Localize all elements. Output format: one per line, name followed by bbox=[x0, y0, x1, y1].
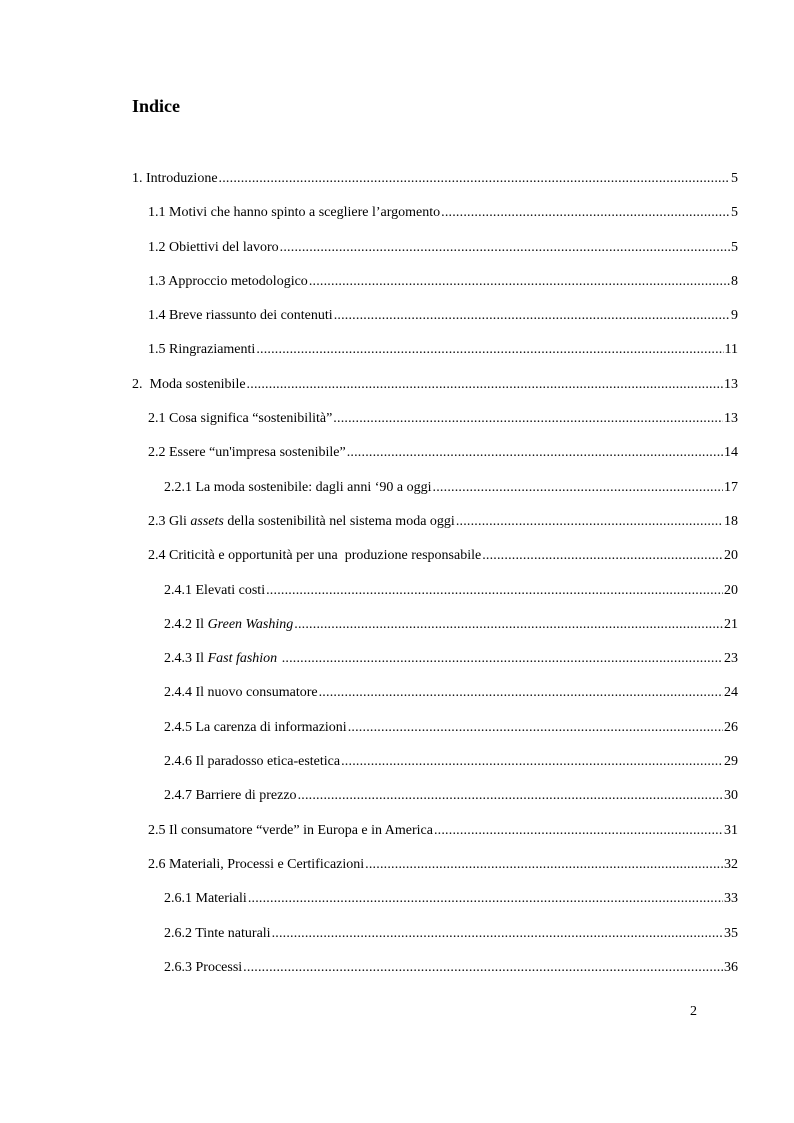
dot-leader bbox=[333, 408, 723, 430]
toc-entry[interactable] bbox=[132, 682, 738, 716]
toc-entry-page: 31 bbox=[724, 822, 738, 838]
toc-entry[interactable] bbox=[132, 888, 738, 922]
toc-entry[interactable] bbox=[132, 237, 738, 271]
dot-leader bbox=[433, 477, 723, 499]
dot-leader bbox=[441, 202, 730, 224]
toc-entry-label: 2.6.1 Materiali bbox=[164, 891, 247, 907]
toc-entry[interactable] bbox=[132, 477, 738, 511]
dot-leader bbox=[434, 820, 723, 842]
toc-entry-page: 9 bbox=[731, 308, 738, 324]
toc-entry[interactable] bbox=[132, 339, 738, 373]
dot-leader bbox=[348, 717, 723, 739]
toc-entry-page: 29 bbox=[724, 754, 738, 770]
toc-entry-label: 2.6.3 Processi bbox=[164, 959, 243, 975]
toc-entry-page: 20 bbox=[724, 582, 738, 598]
toc-entry[interactable] bbox=[132, 271, 738, 305]
toc-entry-page: 26 bbox=[724, 719, 738, 735]
toc-entry-label: 2.4.4 Il nuovo consumatore bbox=[164, 685, 318, 701]
toc-entry[interactable] bbox=[132, 717, 738, 751]
toc-entry-page: 11 bbox=[724, 342, 738, 358]
toc-entry[interactable] bbox=[132, 820, 738, 854]
toc-entry-page: 5 bbox=[731, 171, 738, 186]
toc-entry-label-emphasis: Green Washing bbox=[207, 616, 294, 632]
toc-entry[interactable] bbox=[132, 751, 738, 785]
toc-entry-label: 2.4.6 Il paradosso etica-estetica bbox=[164, 754, 341, 770]
toc-entry-page: 5 bbox=[731, 205, 738, 221]
page-number: 2 bbox=[690, 1004, 697, 1019]
toc-entry[interactable] bbox=[132, 923, 738, 957]
dot-leader bbox=[243, 957, 723, 979]
toc-entry-label bbox=[164, 648, 281, 670]
toc-entry-label-suffix bbox=[277, 651, 281, 666]
toc-entry[interactable] bbox=[132, 374, 738, 408]
page-title: Indice bbox=[132, 96, 181, 116]
dot-leader bbox=[294, 614, 723, 636]
toc-entry-label: 2.5 Il consumatore “verde” in Europa e in America bbox=[148, 822, 433, 838]
toc-entry-label: 2.4.1 Elevati costi bbox=[164, 582, 266, 598]
dot-leader bbox=[248, 888, 723, 910]
toc-entry-label-prefix: 2.4.3 Il bbox=[164, 651, 208, 667]
toc-entry-page: 32 bbox=[724, 856, 738, 872]
toc-entry-label bbox=[164, 614, 293, 636]
dot-leader bbox=[266, 580, 723, 602]
toc-entry-label: 2.6.2 Tinte naturali bbox=[164, 925, 271, 941]
toc-entry-label-prefix: 2.4.2 Il bbox=[164, 616, 208, 632]
dot-leader bbox=[456, 511, 723, 533]
table-of-contents bbox=[132, 168, 738, 991]
dot-leader bbox=[309, 271, 730, 293]
toc-entry-label: 1.2 Obiettivi del lavoro bbox=[148, 239, 279, 255]
toc-entry[interactable] bbox=[132, 648, 738, 682]
toc-entry-page: 5 bbox=[731, 239, 738, 255]
toc-entry-label-emphasis: Fast fashion bbox=[207, 651, 278, 667]
toc-entry-label: 2.4.5 La carenza di informazioni bbox=[164, 719, 347, 735]
toc-entry-page: 23 bbox=[724, 651, 738, 667]
dot-leader bbox=[282, 648, 723, 670]
dot-leader bbox=[280, 237, 730, 259]
toc-entry-label: 1. Introduzione bbox=[132, 171, 218, 186]
toc-entry-page: 35 bbox=[724, 925, 738, 941]
dot-leader bbox=[347, 442, 723, 464]
toc-entry-page: 33 bbox=[724, 891, 738, 907]
toc-entry[interactable] bbox=[132, 202, 738, 236]
toc-entry[interactable] bbox=[132, 408, 738, 442]
dot-leader bbox=[365, 854, 723, 876]
toc-entry-page: 18 bbox=[724, 513, 738, 529]
toc-entry[interactable] bbox=[132, 442, 738, 476]
toc-entry-label: 1.3 Approccio metodologico bbox=[148, 273, 308, 289]
toc-entry[interactable] bbox=[132, 305, 738, 339]
toc-entry-label: 2.6 Materiali, Processi e Certificazioni bbox=[148, 856, 365, 872]
toc-entry-page: 21 bbox=[724, 616, 738, 632]
toc-entry-label: 1.4 Breve riassunto dei contenuti bbox=[148, 308, 333, 324]
dot-leader bbox=[298, 785, 723, 807]
dot-leader bbox=[341, 751, 723, 773]
toc-entry-page: 20 bbox=[724, 548, 738, 564]
dot-leader bbox=[482, 545, 723, 567]
dot-leader bbox=[334, 305, 730, 327]
toc-entry[interactable] bbox=[132, 545, 738, 579]
toc-entry-label: 2.4 Criticità e opportunità per una produzione responsabile bbox=[148, 548, 482, 564]
toc-entry-page: 13 bbox=[724, 376, 738, 392]
toc-entry-label: 2.4.7 Barriere di prezzo bbox=[164, 788, 297, 804]
toc-entry[interactable] bbox=[132, 957, 738, 991]
dot-leader bbox=[219, 168, 730, 190]
toc-entry-page: 8 bbox=[731, 273, 738, 289]
toc-entry-label: 2.2 Essere “un'impresa sostenibile” bbox=[148, 445, 346, 461]
dot-leader bbox=[272, 923, 723, 945]
toc-entry[interactable] bbox=[132, 580, 738, 614]
toc-entry-page: 17 bbox=[724, 479, 738, 495]
toc-entry[interactable] bbox=[132, 511, 738, 545]
dot-leader bbox=[247, 374, 723, 396]
toc-entry-label bbox=[148, 511, 455, 533]
toc-entry-label-prefix: 2.3 Gli bbox=[148, 513, 191, 529]
toc-entry-label: 1.5 Ringraziamenti bbox=[148, 342, 256, 358]
toc-entry[interactable] bbox=[132, 168, 738, 202]
toc-entry-page: 14 bbox=[724, 445, 738, 461]
toc-entry-page: 13 bbox=[724, 411, 738, 427]
toc-entry-label: 2.1 Cosa significa “sostenibilità” bbox=[148, 411, 333, 427]
dot-leader bbox=[256, 339, 723, 361]
toc-entry-label: 2. Moda sostenibile bbox=[132, 376, 246, 392]
toc-entry-label-suffix: della sostenibilità nel sistema moda oggi bbox=[223, 513, 455, 529]
toc-entry-page: 30 bbox=[724, 788, 738, 804]
toc-entry[interactable] bbox=[132, 785, 738, 819]
toc-entry-page: 36 bbox=[724, 959, 738, 975]
toc-entry-label: 1.1 Motivi che hanno spinto a scegliere l’argomento bbox=[148, 205, 441, 221]
toc-entry-label: 2.2.1 La moda sostenibile: dagli anni ‘90 a oggi bbox=[164, 479, 432, 495]
dot-leader bbox=[319, 682, 723, 704]
toc-entry[interactable] bbox=[132, 854, 738, 888]
toc-entry[interactable] bbox=[132, 614, 738, 648]
toc-entry-label-emphasis: assets bbox=[190, 513, 224, 529]
toc-entry-page: 24 bbox=[724, 685, 738, 701]
